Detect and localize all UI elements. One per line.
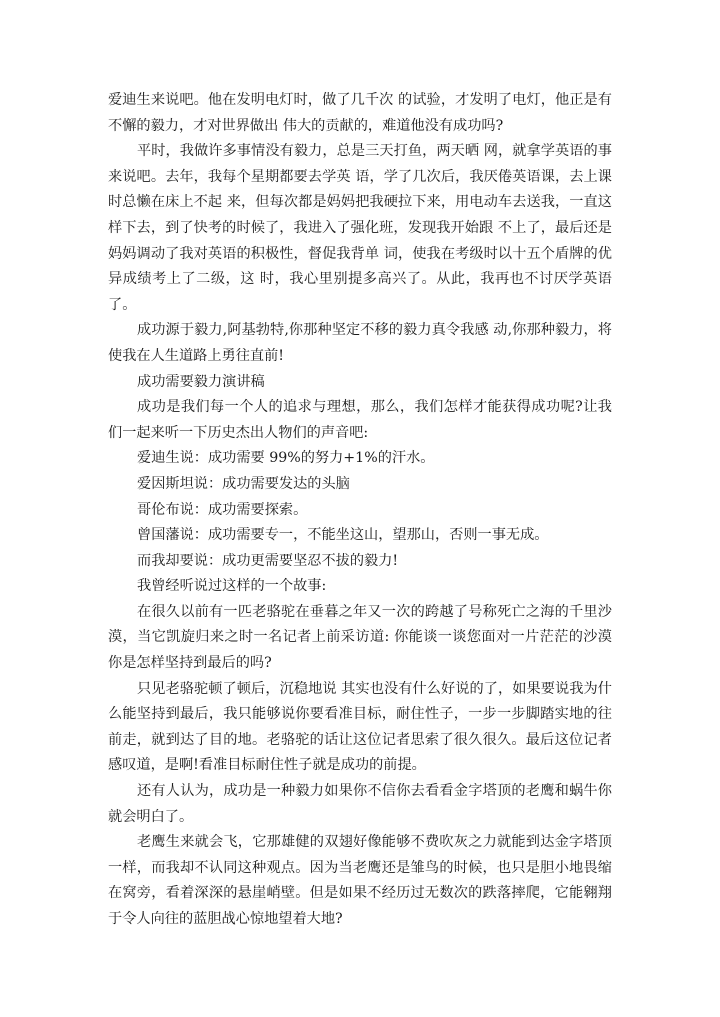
paragraph: 爱迪生来说吧。他在发明电灯时，做了几千次 的试验，才发明了电灯，他正是有不懈的毅力，才对世界做出 伟大的贡献的，难道他没有成功吗? xyxy=(108,92,612,134)
document-body xyxy=(108,88,612,933)
section-heading: 成功需要毅力演讲稿 xyxy=(137,373,265,390)
paragraph: 我曾经听说过这样的一个故事: xyxy=(137,578,327,595)
paragraph: 平时，我做许多事情没有毅力，总是三天打鱼，两天晒 网，就拿学英语的事来说吧。去年，我每个星期都要去学英 语，学了几次后，我厌倦英语课，去上课时总懒在床上不起 来，但每次都是妈妈把我硬拉下来，用电动车去送我，一直这 样下去，到了快考的时候了，我进入了强化班，发现我开始跟 不上了，最后还是妈妈调动了我对英语的积极性，督促我背单 词，使我在考级时以十五个盾牌的优异成绩考上了二级，这 时，我心里别提多高兴了。从此，我再也不讨厌学英语了。 xyxy=(108,143,612,313)
quote-line: 爱迪生说：成功需要 99%的努力+1%的汗水。 xyxy=(137,450,435,467)
paragraph: 成功源于毅力,阿基勃特,你那种坚定不移的毅力真令我感 动,你那种毅力，将使我在人生道路上勇往直前! xyxy=(108,322,612,364)
quote-line: 爱因斯坦说：成功需要发达的头脑 xyxy=(137,475,350,492)
paragraph: 在很久以前有一匹老骆驼在垂暮之年又一次的跨越了号称死亡之海的千里沙漠，当它凯旋归来之时一名记者上前采访道: 你能谈一谈您面对一片茫茫的沙漠你是怎样坚持到最后的吗? xyxy=(108,603,612,672)
paragraph: 老鹰生来就会飞，它那雄健的双翅好像能够不费吹灰之力就能到达金字塔顶一样，而我却不认同这种观点。因为当老鹰还是雏鸟的时候，也只是胆小地畏缩在窝旁，看着深深的悬崖峭壁。但是如果不经历过无数次的跌落摔爬，它能翱翔于令人向往的蓝胆战心惊地望着大地? xyxy=(108,834,612,927)
quote-line: 而我却要说：成功更需要坚忍不拔的毅力! xyxy=(137,552,399,569)
paragraph: 成功是我们每一个人的追求与理想，那么，我们怎样才能获得成功呢?让我们一起来听一下历史杰出人物们的声音吧: xyxy=(108,399,612,441)
quote-line: 哥伦布说：成功需要探索。 xyxy=(137,501,308,518)
paragraph: 还有人认为，成功是一种毅力如果你不信你去看看金字塔顶的老鹰和蜗牛你就会明白了。 xyxy=(108,783,612,825)
quote-line: 曾国藩说：成功需要专一，不能坐这山，望那山，否则一事无成。 xyxy=(137,527,549,544)
paragraph: 只见老骆驼顿了顿后，沉稳地说 其实也没有什么好说的了，如果要说我为什么能坚持到最后，我只能够说你要看准目标，耐住性子，一步一步脚踏实地的往前走，就到达了目的地。老骆驼的话让这位记者思索了很久很久。最后这位记者感叹道，是啊!看准目标耐住性子就是成功的前提。 xyxy=(108,680,612,774)
